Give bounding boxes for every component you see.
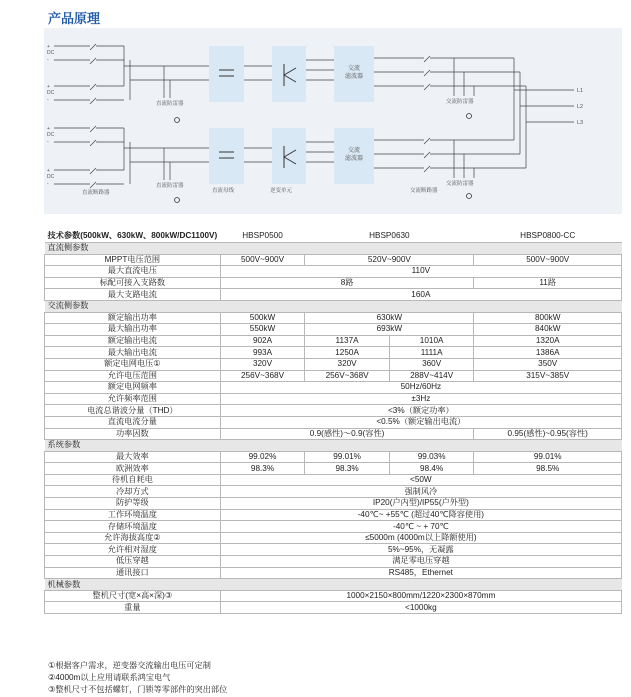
param-label: 最大输出功率 xyxy=(45,324,221,336)
param-value: 99.01% xyxy=(474,451,622,463)
param-label: 最大支路电流 xyxy=(45,289,221,301)
table-row xyxy=(45,428,622,440)
param-value: 1000×2150×800mm/1220×2300×870mm xyxy=(220,590,621,602)
param-value: 强制风冷 xyxy=(220,486,621,498)
label-ac-breaker: 交流断路器 xyxy=(410,188,438,194)
table-row xyxy=(45,416,622,428)
param-label: 最大输出电流 xyxy=(45,347,221,359)
table-row xyxy=(45,358,622,370)
table-row xyxy=(45,567,622,579)
param-value: 系统参数 xyxy=(45,440,622,452)
param-value: 902A xyxy=(220,335,305,347)
param-value: 0.95(感性)~0.95(容性) xyxy=(474,428,622,440)
param-value: 99.03% xyxy=(389,451,474,463)
param-value: 693kW xyxy=(305,324,474,336)
table-row xyxy=(45,405,622,417)
table-row xyxy=(45,324,622,336)
param-label: 电流总谐波分量（THD） xyxy=(45,405,221,417)
table-row xyxy=(45,590,622,602)
table-row xyxy=(45,393,622,405)
param-value: RS485，Ethernet xyxy=(220,567,621,579)
table-row xyxy=(45,347,622,359)
table-row xyxy=(45,509,622,521)
dc-minus-1: - xyxy=(47,57,49,63)
footnote-2: ②4000m以上应用请联系鸿宝电气 xyxy=(48,673,171,682)
footnotes xyxy=(48,660,227,696)
param-label: 最大效率 xyxy=(45,451,221,463)
param-value: 1010A xyxy=(389,335,474,347)
param-label: 允许海拔高度② xyxy=(45,532,221,544)
param-label: 标配可接入支路数 xyxy=(45,277,221,289)
param-value: 1386A xyxy=(474,347,622,359)
param-label: 防护等级 xyxy=(45,498,221,510)
param-value: <0.5%（额定输出电流） xyxy=(220,416,621,428)
table-row xyxy=(45,521,622,533)
dc-plus-4: + xyxy=(47,168,50,174)
param-value: 360V xyxy=(389,358,474,370)
param-value: 直流侧参数 xyxy=(45,243,622,255)
param-value: ±3Hz xyxy=(220,393,621,405)
param-value: 99.01% xyxy=(305,451,390,463)
param-label: MPPT电压范围 xyxy=(45,254,221,266)
param-label: 冷却方式 xyxy=(45,486,221,498)
param-value: 800kW xyxy=(474,312,622,324)
param-value: 98.5% xyxy=(474,463,622,475)
param-label: 重量 xyxy=(45,602,221,614)
dc-plus-3: + xyxy=(47,126,50,132)
param-label: 工作环境温度 xyxy=(45,509,221,521)
section-ac xyxy=(45,300,622,312)
table-header-row xyxy=(45,230,622,243)
param-label: 额定输出功率 xyxy=(45,312,221,324)
table-row xyxy=(45,556,622,568)
param-label: 允许频率范围 xyxy=(45,393,221,405)
label-ac-surge-1: 交流防雷器 xyxy=(446,99,474,105)
param-value: 520V~900V xyxy=(305,254,474,266)
label-ac-surge-2: 交流防雷器 xyxy=(446,181,474,187)
param-value: 500kW xyxy=(220,312,305,324)
param-label: 额定输出电流 xyxy=(45,335,221,347)
section-mechanical xyxy=(45,579,622,591)
label-l2: L2 xyxy=(577,104,584,110)
table-row xyxy=(45,451,622,463)
param-value: 1320A xyxy=(474,335,622,347)
table-row xyxy=(45,382,622,394)
param-label: 额定电网频率 xyxy=(45,382,221,394)
table-row xyxy=(45,335,622,347)
param-value: 550kW xyxy=(220,324,305,336)
param-value: -40℃~ +55℃ (超过40℃降容使用) xyxy=(220,509,621,521)
param-label: 最大直流电压 xyxy=(45,266,221,278)
param-label: 低压穿越 xyxy=(45,556,221,568)
param-label: 直流电流分量 xyxy=(45,416,221,428)
param-value: 288V~414V xyxy=(389,370,474,382)
param-value: <3%（额定功率） xyxy=(220,405,621,417)
dc-label-4: DC xyxy=(47,174,55,180)
param-value: 320V xyxy=(220,358,305,370)
dc-minus-4: - xyxy=(47,181,49,187)
footnote-3: ③整机尺寸不包括螺钉，门锁等零部件的突出部位 xyxy=(48,685,228,694)
table-row xyxy=(45,463,622,475)
param-value: 0.9(感性)～0.9(容性) xyxy=(220,428,474,440)
param-value: 8路 xyxy=(220,277,474,289)
section-dc xyxy=(45,243,622,255)
param-label: 欧洲效率 xyxy=(45,463,221,475)
param-value: -40℃ ~ + 70℃ xyxy=(220,521,621,533)
param-label: 允许相对湿度 xyxy=(45,544,221,556)
param-value: 1137A xyxy=(305,335,390,347)
filter-label-b2: 滤波器 xyxy=(344,156,364,162)
param-label: 待机自耗电 xyxy=(45,474,221,486)
param-label: 存储环境温度 xyxy=(45,521,221,533)
param-value: 320V xyxy=(305,358,390,370)
param-value: 98.4% xyxy=(389,463,474,475)
param-value: 交流侧参数 xyxy=(45,300,622,312)
header-model-3: HBSP0800-CC xyxy=(520,231,576,240)
header-param: 技术参数(500kW、630kW、800kW/DC1100V) xyxy=(47,231,218,240)
param-value: 1111A xyxy=(389,347,474,359)
param-value: 1250A xyxy=(305,347,390,359)
param-value: 满足零电压穿越 xyxy=(220,556,621,568)
page-title: 产品原理 xyxy=(48,11,101,26)
param-value: 机械参数 xyxy=(45,579,622,591)
table-row xyxy=(45,266,622,278)
label-dc-breaker: 直流断路器 xyxy=(82,190,110,196)
table-row xyxy=(45,544,622,556)
label-dc-surge-1: 直流防雷器 xyxy=(156,101,184,107)
header-model-2: HBSP0630 xyxy=(369,231,410,240)
param-label: 整机尺寸(宽×高×深)③ xyxy=(45,590,221,602)
footnote-1: ①根据客户需求，逆变器交流输出电压可定制 xyxy=(48,661,211,670)
table-row xyxy=(45,474,622,486)
table-row xyxy=(45,289,622,301)
param-label: 允许电压范围 xyxy=(45,370,221,382)
filter-label-b1: 交流 xyxy=(347,148,361,154)
filter-label-a1: 交流 xyxy=(347,66,361,72)
table-row xyxy=(45,498,622,510)
table-row xyxy=(45,254,622,266)
param-value: 256V~368V xyxy=(220,370,305,382)
table-row xyxy=(45,312,622,324)
param-value: <1000kg xyxy=(220,602,621,614)
param-value: 840kW xyxy=(474,324,622,336)
dc-plus-2: + xyxy=(47,84,50,90)
dc-label-1: DC xyxy=(47,50,55,56)
dc-label-2: DC xyxy=(47,90,55,96)
dc-label-3: DC xyxy=(47,132,55,138)
param-value: 500V~900V xyxy=(220,254,305,266)
param-value: <50W xyxy=(220,474,621,486)
table-row xyxy=(45,370,622,382)
table-row xyxy=(45,532,622,544)
param-value: 98.3% xyxy=(305,463,390,475)
principle-diagram xyxy=(44,28,622,214)
param-value: 160A xyxy=(220,289,621,301)
param-value: 11路 xyxy=(474,277,622,289)
label-inverter-unit: 逆变单元 xyxy=(270,188,293,194)
param-value: 256V~368V xyxy=(305,370,390,382)
param-label: 额定电网电压① xyxy=(45,358,221,370)
param-value: 500V~900V xyxy=(474,254,622,266)
dc-plus-1: + xyxy=(47,44,50,50)
param-value: 50Hz/60Hz xyxy=(220,382,621,394)
header-model-1: HBSP0500 xyxy=(242,231,283,240)
table-row xyxy=(45,602,622,614)
spec-table xyxy=(44,230,622,614)
param-label: 通讯接口 xyxy=(45,567,221,579)
dc-minus-2: - xyxy=(47,97,49,103)
param-value: 5%~95%，无凝露 xyxy=(220,544,621,556)
param-value: 993A xyxy=(220,347,305,359)
param-value: 98.3% xyxy=(220,463,305,475)
param-value: 630kW xyxy=(305,312,474,324)
label-l1: L1 xyxy=(577,88,584,94)
dc-minus-3: - xyxy=(47,139,49,145)
param-value: IP20(户内型)/IP55(户外型) xyxy=(220,498,621,510)
section-system xyxy=(45,440,622,452)
label-l3: L3 xyxy=(577,120,584,126)
label-dc-surge-2: 直流防雷器 xyxy=(156,183,184,189)
param-value: 350V xyxy=(474,358,622,370)
label-dc-bus: 直流母线 xyxy=(212,188,235,194)
param-label: 功率因数 xyxy=(45,428,221,440)
param-value: 110V xyxy=(220,266,621,278)
param-value: 315V~385V xyxy=(474,370,622,382)
param-value: 99.02% xyxy=(220,451,305,463)
param-value: ≤5000m (4000m以上降额使用) xyxy=(220,532,621,544)
table-row xyxy=(45,486,622,498)
table-row xyxy=(45,277,622,289)
filter-label-a2: 滤波器 xyxy=(344,74,364,80)
